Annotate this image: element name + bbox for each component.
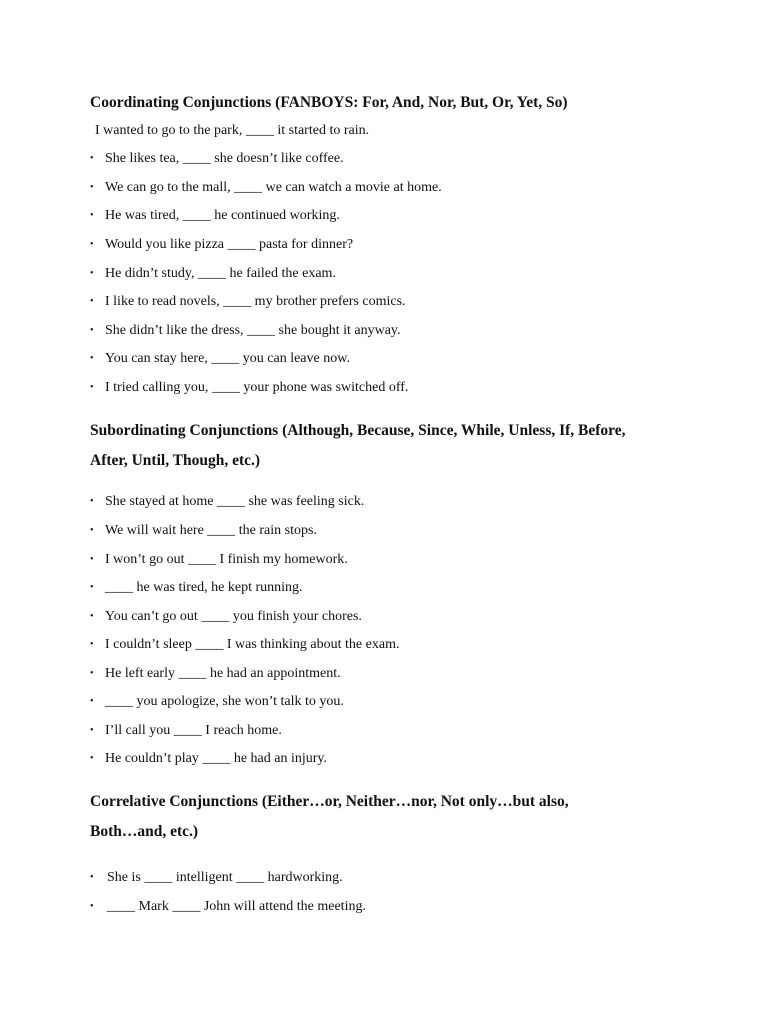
list-item [90,493,364,511]
list-item [90,579,303,597]
list-item [90,608,362,626]
bullet-icon: • [90,668,94,679]
bullet-icon: • [90,525,94,536]
list-item [90,350,350,368]
bullet-icon: • [90,872,94,883]
sentence-text: We can go to the mall, ____ we can watch a movie at home. [105,180,442,195]
bullet-icon: • [90,639,94,650]
list-item [90,379,408,397]
sentence-text: He was tired, ____ he continued working. [105,208,340,223]
sentence-text: He didn’t study, ____ he failed the exam. [105,266,336,281]
bullet-icon: • [90,353,94,364]
sentence-text: I tried calling you, ____ your phone was switched off. [105,380,409,395]
sentence-text: Would you like pizza ____ pasta for dinner? [105,237,354,252]
correlative-heading [90,787,690,847]
bullet-icon: • [90,582,94,593]
sentence-text: He left early ____ he had an appointment. [105,666,341,681]
list-item [90,207,340,225]
bullet-icon: • [90,554,94,565]
sentence-text: I like to read novels, ____ my brother prefers comics. [105,294,406,309]
bullet-icon: • [90,210,94,221]
sentence-text: You can stay here, ____ you can leave now. [105,351,350,366]
coordinating-intro-sentence: I wanted to go to the park, ____ it started to rain. [95,123,370,138]
list-item [90,150,344,168]
bullet-icon: • [90,239,94,250]
sentence-text: She didn’t like the dress, ____ she bought it anyway. [105,323,401,338]
sentence-text: I couldn’t sleep ____ I was thinking about the exam. [105,637,400,652]
bullet-icon: • [90,382,94,393]
sentence-text: She stayed at home ____ she was feeling sick. [105,494,365,509]
list-item [90,693,344,711]
list-item [90,293,406,311]
list-item [90,722,282,740]
heading-line: Subordinating Conjunctions (Although, Because, Since, While, Unless, If, Before, [90,422,626,439]
heading-line: Correlative Conjunctions (Either…or, Neither…nor, Not only…but also, [90,793,569,810]
list-item [90,665,341,683]
bullet-icon: • [90,725,94,736]
bullet-icon: • [90,296,94,307]
bullet-icon: • [90,901,94,912]
coordinating-heading [90,88,690,118]
bullet-icon: • [90,496,94,507]
heading-line: After, Until, Though, etc.) [90,452,261,469]
sentence-text: We will wait here ____ the rain stops. [105,523,317,538]
heading-line: Coordinating Conjunctions (FANBOYS: For, And, Nor, But, Or, Yet, So) [90,94,568,111]
bullet-icon: • [90,696,94,707]
list-item [90,265,336,283]
list-item [90,869,343,887]
sentence-text: You can’t go out ____ you finish your chores. [105,609,362,624]
sentence-text: She likes tea, ____ she doesn’t like coffee. [105,151,344,166]
sentence-text: He couldn’t play ____ he had an injury. [105,751,328,766]
sentence-text: ____ he was tired, he kept running. [105,580,303,595]
sentence-text: I won’t go out ____ I finish my homework. [105,552,348,567]
list-item [90,322,401,340]
bullet-icon: • [90,268,94,279]
sentence-text: ____ you apologize, she won’t talk to you. [105,694,344,709]
list-item [90,179,442,197]
list-item [90,522,317,540]
list-item [90,750,327,768]
sentence-text: ____ Mark ____ John will attend the meeting. [107,899,366,914]
sentence-text: She is ____ intelligent ____ hardworking. [107,870,343,885]
subordinating-heading [90,416,690,476]
list-item [90,236,353,254]
heading-line: Both…and, etc.) [90,823,199,840]
sentence-text: I’ll call you ____ I reach home. [105,723,282,738]
bullet-icon: • [90,153,94,164]
list-item [90,636,399,654]
bullet-icon: • [90,611,94,622]
list-item [90,551,348,569]
bullet-icon: • [90,325,94,336]
list-item [90,898,366,916]
bullet-icon: • [90,182,94,193]
bullet-icon: • [90,753,94,764]
